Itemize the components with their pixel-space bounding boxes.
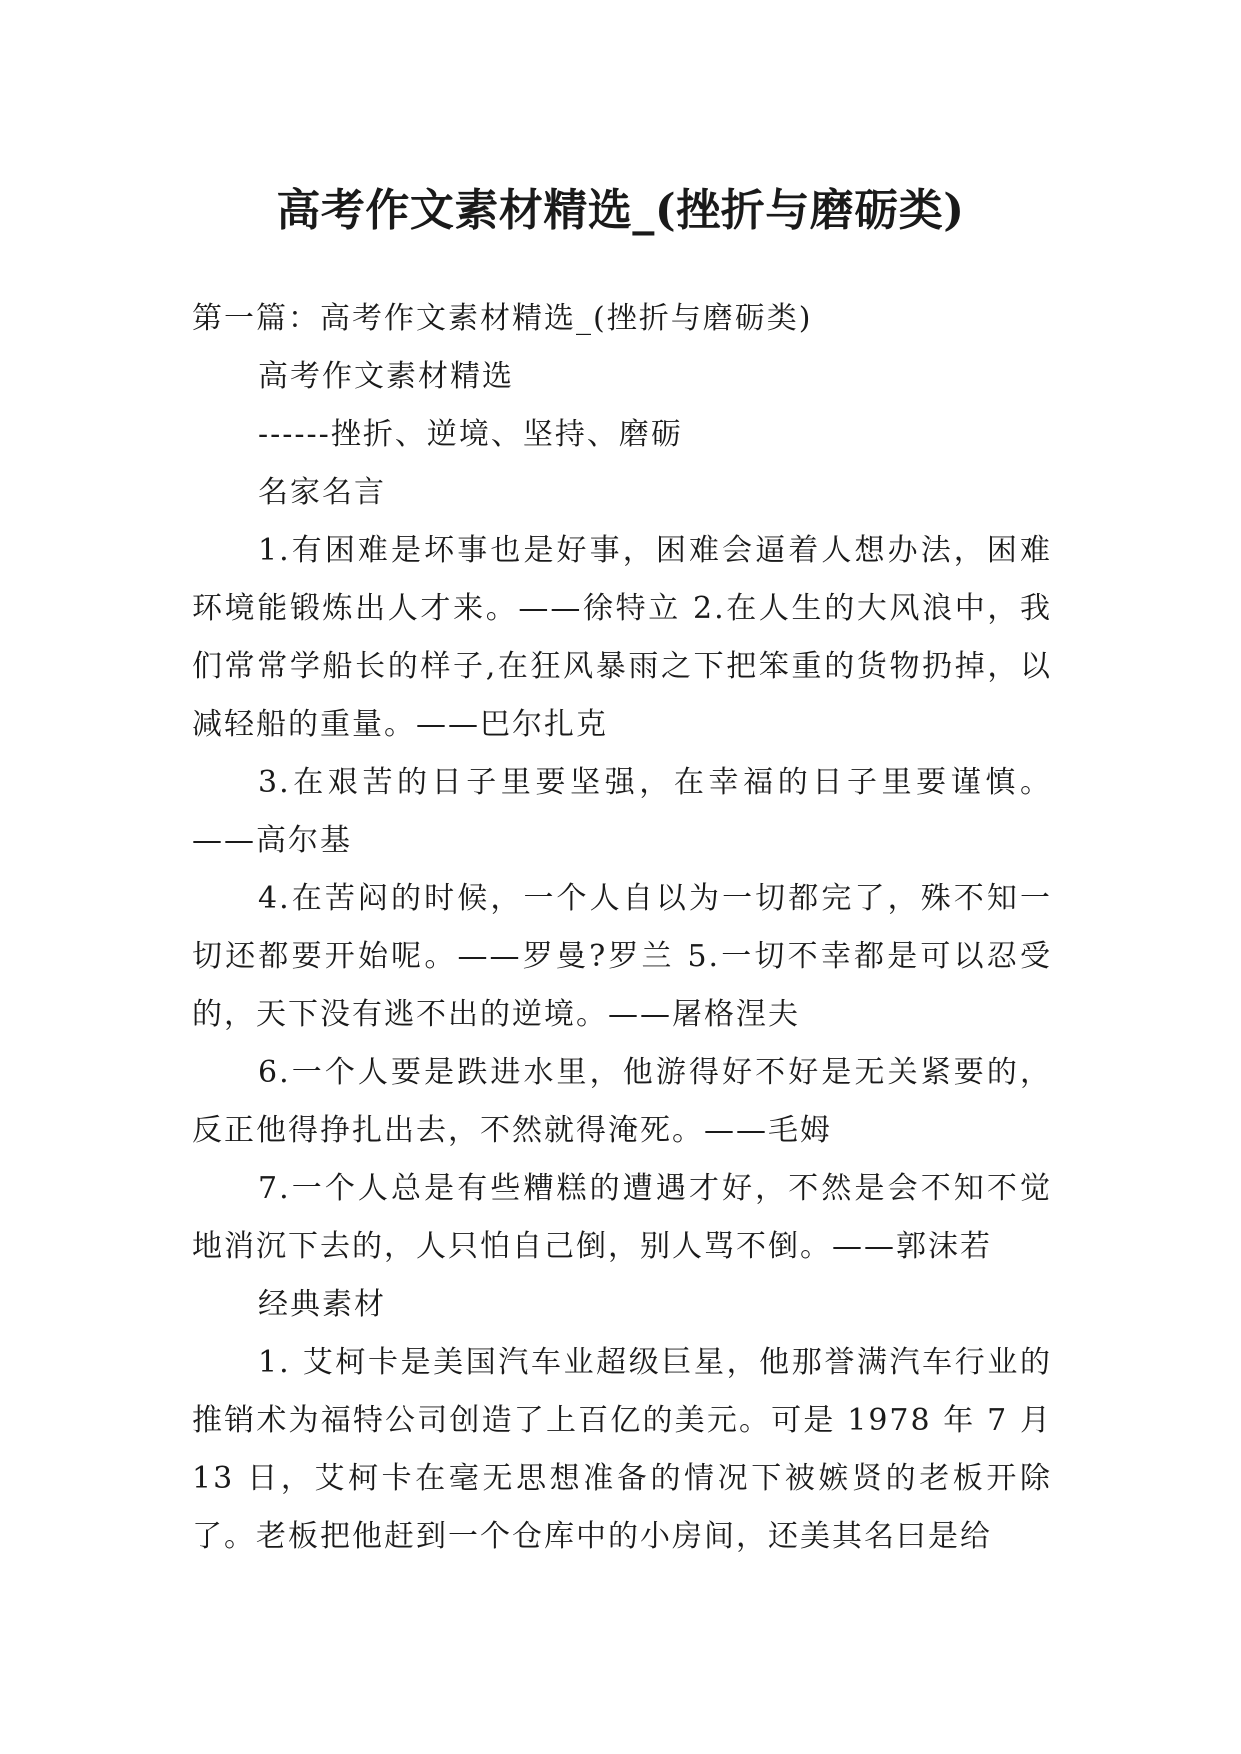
materials-heading: 经典素材 (258, 1287, 386, 1322)
topic-keywords: ------挫折、逆境、坚持、磨砺 (258, 417, 683, 452)
quote-paragraph: 7.一个人总是有些糟糕的遭遇才好，不然是会不知不觉地消沉下去的，人只怕自己倒，别人骂不倒。——郭沫若 (192, 1171, 1052, 1264)
quote-paragraph: 3.在艰苦的日子里要坚强，在幸福的日子里要谨慎。——高尔基 (192, 765, 1052, 858)
quotes-heading: 名家名言 (258, 475, 386, 510)
subtitle: 高考作文素材精选 (258, 359, 514, 394)
section-heading: 第一篇：高考作文素材精选_(挫折与磨砺类) (192, 301, 813, 336)
quote-paragraph: 1.有困难是坏事也是好事，困难会逼着人想办法，困难环境能锻炼出人才来。——徐特立 2.在人生的大风浪中，我们常常学船长的样子,在狂风暴雨之下把笨重的货物扔掉，以减轻船的重量。——巴尔扎克 (192, 533, 1052, 742)
quote-paragraph: 4.在苦闷的时候，一个人自以为一切都完了，殊不知一切还都要开始呢。——罗曼?罗兰 5.一切不幸都是可以忍受的，天下没有逃不出的逆境。——屠格涅夫 (192, 881, 1052, 1032)
document-body (192, 290, 1052, 1566)
material-paragraph: 1. 艾柯卡是美国汽车业超级巨星，他那誉满汽车行业的推销术为福特公司创造了上百亿的美元。可是 1978 年 7 月 13 日，艾柯卡在毫无思想准备的情况下被嫉贤的老板开除了。老板把他赶到一个仓库中的小房间，还美其名曰是给 (192, 1345, 1052, 1554)
document-title: 高考作文素材精选_(挫折与磨砺类) (276, 185, 965, 237)
quote-paragraph: 6.一个人要是跌进水里，他游得好不好是无关紧要的，反正他得挣扎出去，不然就得淹死。——毛姆 (192, 1055, 1052, 1148)
